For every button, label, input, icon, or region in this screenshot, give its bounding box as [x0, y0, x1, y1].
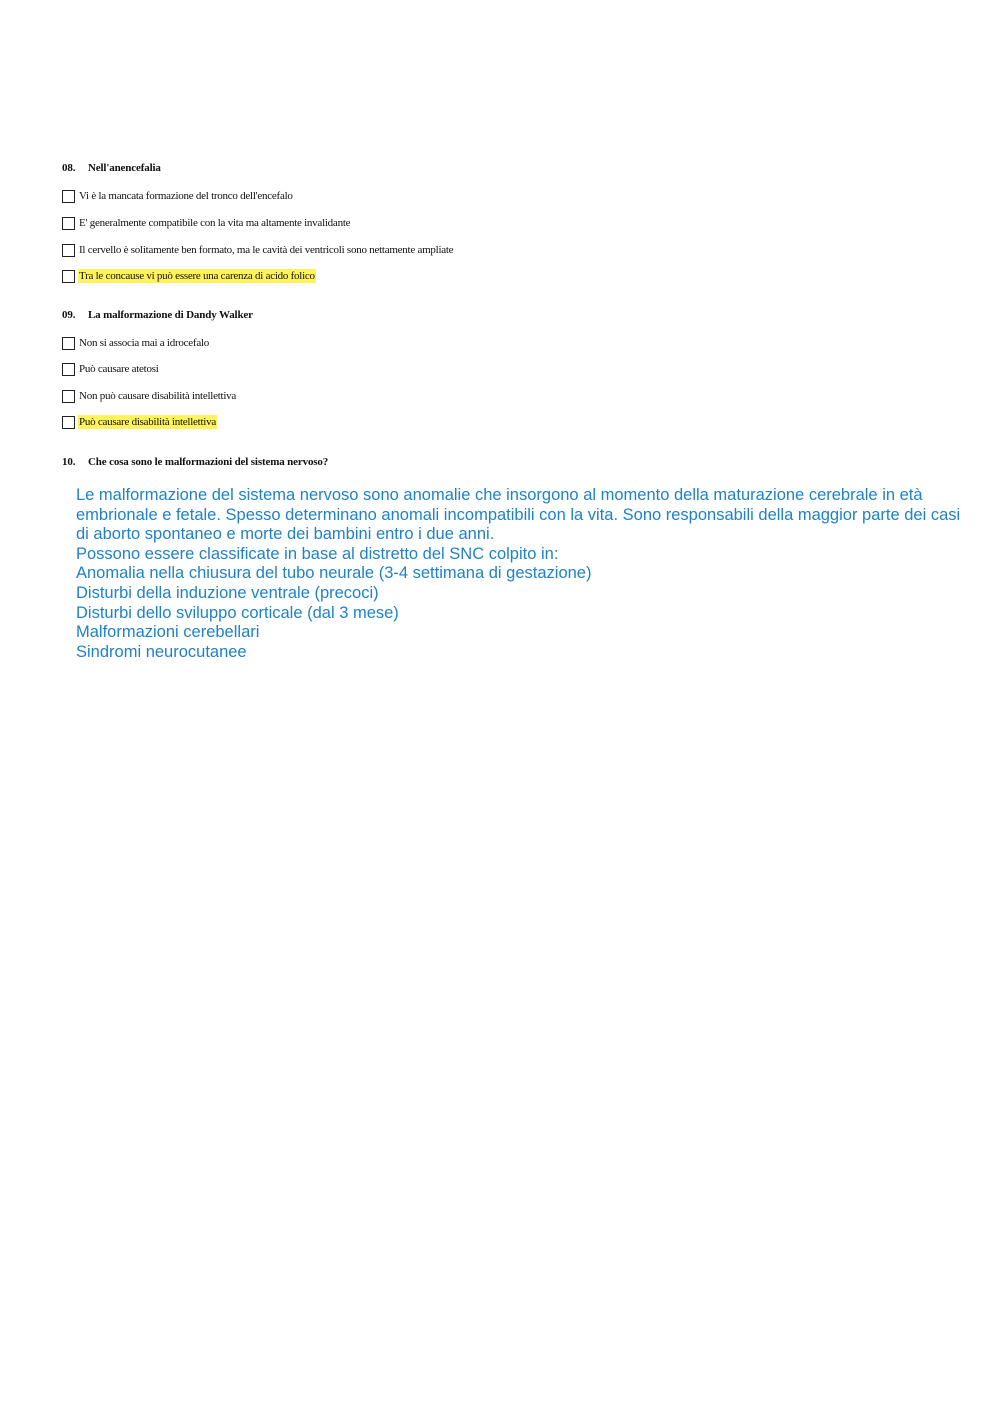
option-label-highlighted: Tra le concause vi può essere una carenza di acido folico	[79, 270, 315, 282]
answer-line: Malformazioni cerebellari	[76, 623, 260, 642]
checkbox[interactable]	[62, 337, 75, 350]
checkbox[interactable]	[62, 217, 75, 230]
question-09-option-4[interactable]	[62, 414, 217, 430]
checkbox[interactable]	[62, 363, 75, 376]
option-label: Non può causare disabilità intellettiva	[79, 390, 237, 402]
question-10-heading	[62, 456, 328, 468]
question-09-heading	[62, 309, 253, 321]
checkbox[interactable]	[62, 190, 75, 203]
option-label: Può causare atetosi	[79, 363, 159, 375]
question-title: Nell'anencefalia	[88, 162, 161, 174]
question-09-option-2[interactable]	[62, 361, 160, 377]
answer-line: Anomalia nella chiusura del tubo neurale (3-4 settimana di gestazione)	[76, 564, 592, 583]
checkbox[interactable]	[62, 390, 75, 403]
question-08-heading	[62, 162, 161, 174]
answer-line: Sindromi neurocutanee	[76, 642, 247, 661]
question-number: 10.	[62, 456, 76, 468]
answer-text-block[interactable]	[76, 486, 966, 662]
question-08-option-1[interactable]	[62, 188, 294, 204]
question-title: Che cosa sono le malformazioni del sistema nervoso?	[88, 456, 329, 468]
checkbox[interactable]	[62, 244, 75, 257]
question-08-option-3[interactable]	[62, 242, 454, 258]
answer-paragraph: Le malformazione del sistema nervoso sono anomalie che insorgono al momento della maturazione cerebrale in età embrionale e fetale. Spesso determinano anomali incompatibili con la vita. Sono responsabili della maggior parte dei casi di aborto spontaneo e morte dei bambini entro i due anni.	[76, 486, 961, 544]
answer-line: Disturbi dello sviluppo corticale (dal 3 mese)	[76, 603, 399, 622]
question-number: 09.	[62, 309, 76, 321]
option-label-highlighted: Può causare disabilità intellettiva	[79, 416, 216, 428]
checkbox[interactable]	[62, 416, 75, 429]
option-label: Vi è la mancata formazione del tronco dell'encefalo	[79, 190, 293, 202]
option-label: Il cervello è solitamente ben formato, ma le cavità dei ventricoli sono nettamente ampliate	[79, 244, 454, 256]
question-number: 08.	[62, 162, 76, 174]
answer-line: Possono essere classificate in base al distretto del SNC colpito in:	[76, 544, 559, 563]
option-label: Non si associa mai a idrocefalo	[79, 337, 210, 349]
answer-line: Disturbi della induzione ventrale (precoci)	[76, 583, 379, 602]
question-09-option-1[interactable]	[62, 335, 210, 351]
question-08-option-2[interactable]	[62, 215, 351, 231]
option-label: E' generalmente compatibile con la vita ma altamente invalidante	[79, 217, 351, 229]
checkbox[interactable]	[62, 270, 75, 283]
question-title: La malformazione di Dandy Walker	[88, 309, 253, 321]
question-08-option-4[interactable]	[62, 268, 316, 284]
question-09-option-3[interactable]	[62, 388, 237, 404]
